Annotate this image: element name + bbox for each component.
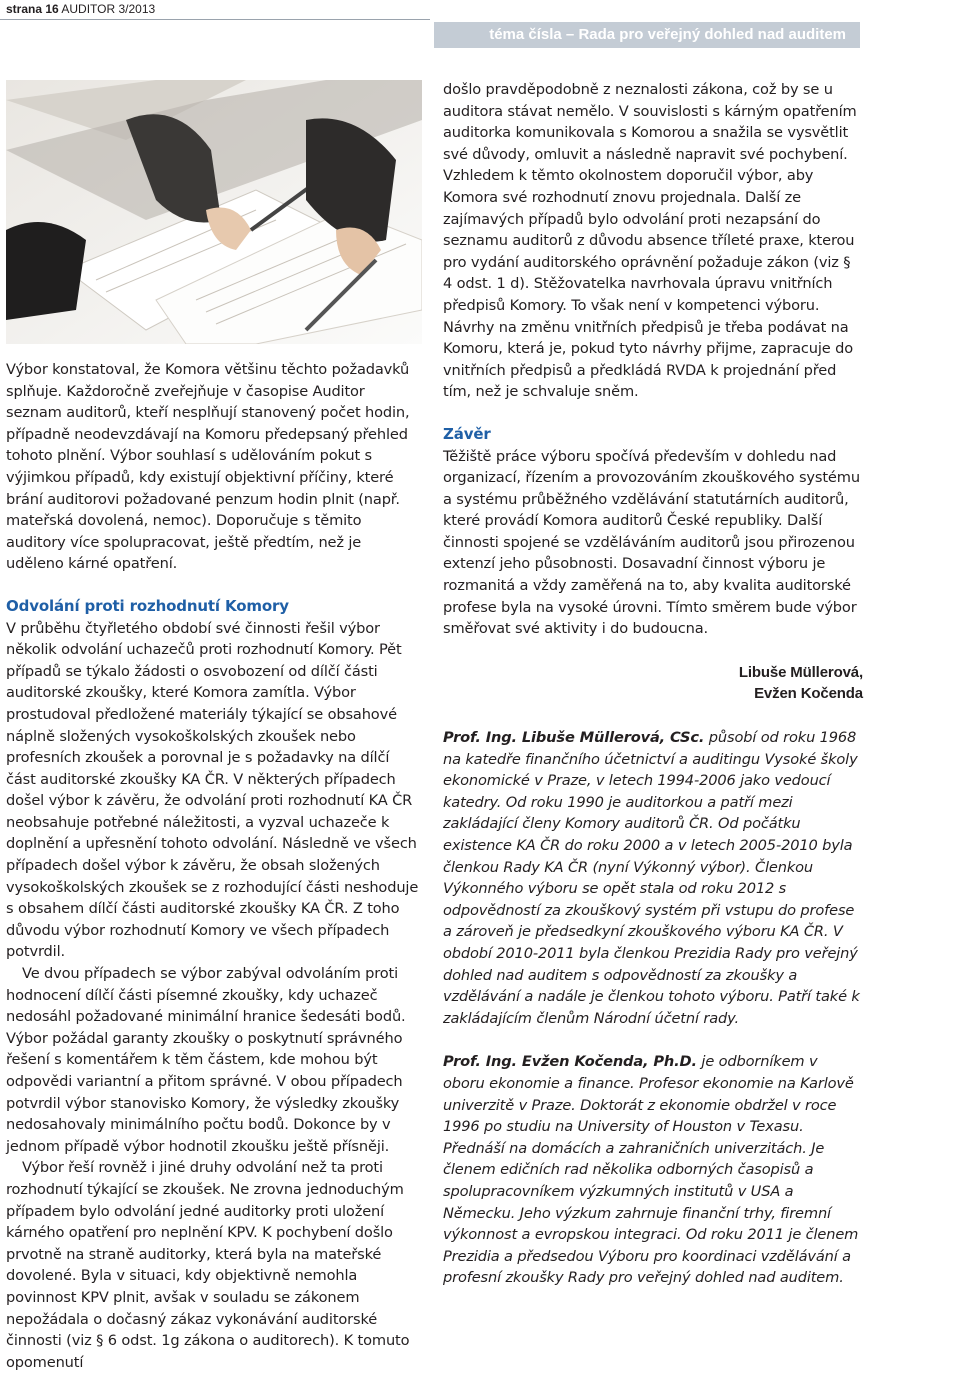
journal-issue: AUDITOR 3/2013 [61, 2, 156, 16]
bio-name: Prof. Ing. Libuše Müllerová, CSc. [443, 729, 705, 747]
section-heading: Odvolání proti rozhodnutí Komory [6, 596, 289, 615]
paragraph: Těžiště práce výboru spočívá především v dohledu nad organizací, řízením a provozováním zkouškového systému a systému průběžného vzdělávání statutárních auditorů, které provádí Komora auditorů České republiky. Další činnosti spojené se vzděláváním auditorů jsou přirozenou extenzí jeho působnosti. Dosavadní činnost výboru je rozmanitá a vždy zaměřená na to, aby kvalita auditorské profese byla na vysoké úrovni. Tímto směrem bude výbor směřovat své aktivity i do budoucna. [443, 447, 860, 638]
page-header [6, 0, 155, 18]
right-column [443, 79, 863, 1289]
meeting-photo [6, 80, 422, 344]
author-bio [443, 727, 863, 1029]
header-divider [0, 19, 430, 20]
paragraph: Výbor konstatoval, že Komora většinu těchto požadavků splňuje. Každoročně zveřejňuje v časopise Auditor seznam auditorů, kteří nesplňují stanovený počet hodin, případně neodevzdávají na Komoru předepsaný přehled tohoto plnění. Výbor souhlasí s udělováním pokut s výjimkou případů, kdy existují objektivní příčiny, které brání auditorovi požadované penzum hodin plnit (např. mateřská dovolená, nemoc). Doporučuje s těmito auditory více spolupracovat, ještě předtím, než je uděleno kárné opatření. [6, 361, 410, 573]
paragraph: došlo pravděpodobně z neznalosti zákona, což by se u auditora stávat nemělo. V souvislosti s kárným opatřením auditorka komunikovala s Komorou a snažila se vysvětlit své důvody, omluvit a následně napravit své pochybení. Vzhledem k těmto okolnostem doporučil výbor, aby Komora své rozhodnutí znovu projednala. Další ze zajímavých případů bylo odvolání proti nezapsání do seznamu auditorů z důvodu absence tříleté praxe, kterou pro vydání auditorského oprávnění požaduje zákon (viz § 4 odst. 1 d). Stěžovatelka navrhovala úpravu vnitřních předpisů Komory. To však není v kompetenci výboru. Návrhy na změnu vnitřních předpisů je třeba podávat na Komoru, která je, pokud tyto návrhy přijme, zapracuje do vnitřních předpisů a předkládá RVDA k projednání před tím, než je schvaluje sněm. [443, 81, 857, 401]
paragraph: V průběhu čtyřletého období své činnosti řešil výbor několik odvolání uchazečů proti rozhodnutí Komory. Pět případů se týkalo žádosti o osvobození od dílčí části auditorské zkoušky, které Komora zamítla. Výbor prostudoval předložené materiály týkající se obsahové náplně složených vysokoškolských zkoušek nebo profesních zkoušek a porovnal je s požadavky na dílčí část auditorské zkoušky KA ČR. V některých případech došel výbor k závěru, že odvolání proti rozhodnutí KA ČR neobsahuje potřebné náležitosti, a vyzval uchazeče k doplnění a upřesnění tohoto odvolání. Následně ve všech případech došel výbor k závěru, že obsah složených vysokoškolských zkoušek se z rozhodující části neshoduje s obsahem dílčí části auditorské zkoušky KA ČR. Z toho důvodu výbor rozhodnutí Komory ve všech případech potvrdil. [6, 619, 419, 961]
bio-text: působí od roku 1968 na katedře finančního účetnictví a auditingu Vysoké školy ekonomické v Praze, v letech 1994-2006 jako vedoucí katedry. Od roku 1990 je auditorkou a patří mezi zakládající členy Komory auditorů ČR. Od počátku existence KA ČR do roku 2000 a v letech 2005-2010 byla členkou Rady KA ČR (nyní Výkonný výbor). Členkou Výkonného výboru se opět stala od roku 2012 s odpovědností za zkouškový systém při vstupu do profese a zároveň je předsedkyní zkouškového výboru KA ČR. V období 2010-2011 byla členkou Prezidia Rady pro veřejný dohled nad auditem s odpovědností za zkoušky a vzdělávání a nadále je členkou tohoto výboru. Patří také k zakládajícím členům Národní účetní rady. [443, 729, 860, 1027]
left-column [6, 359, 422, 1373]
section-heading: Závěr [443, 424, 491, 443]
bio-name: Prof. Ing. Evžen Kočenda, Ph.D. [443, 1053, 697, 1071]
paragraph: Ve dvou případech se výbor zabýval odvoláním proti hodnocení dílčí části písemné zkoušky, kdy uchazeč nedosáhl požadované minimální hranice šedesáti bodů. Výbor požádal garanty zkoušky o poskytnutí správného řešení s komentářem k těm částem, kde mohou být odpovědi variantní a přitom správné. V obou případech potvrdil výbor stanovisko Komory, že výsledky zkoušky nedosahovaly minimálního počtu bodů. Dokonce by v jednom případě výbor hodnotil zkoušku ještě přísněji. [6, 965, 406, 1155]
author-bio [443, 1051, 863, 1289]
paragraph: Výbor řeší rovněž i jiné druhy odvolání než ta proti rozhodnutí týkající se zkoušek. Ne zrovna jednoduchým případem bylo odvolání jedné auditorky proti uložení kárného opatření pro neplnění KPV. K pochybení došlo prvotně na straně auditorky, která byla na mateřské dovolené. Byla v situaci, kdy objektivně nemohla povinnost KPV plnit, avšak v souladu se zákonem nepožádala o dočasný zákaz vykonávání auditorské činnosti (viz § 6 odst. 1g zákona o auditorech). K tomuto opomenutí [6, 1159, 410, 1371]
author-name: Evžen Kočenda [754, 685, 863, 703]
page-number: strana 16 [6, 2, 59, 16]
bio-text: je odborníkem v oboru ekonomie a finance. Profesor ekonomie na Karlově univerzitě v Praze. Doktorát z ekonomie obdržel v roce 1996 po studiu na University of Houston v Texasu. Přednáší na domácích a zahraničních univerzitách. Je členem edičních rad několika odborných časopisů a spolupracovníkem výzkumných institutů v USA a Německu. Jeho výzkum zahrnuje finanční trhy, firemní výkonnost a evropskou integraci. Od roku 2011 je členem Prezidia a předsedou Výboru pro koordinaci vzdělávání a profesní zkoušky Rady pro veřejný dohled nad auditem. [443, 1053, 859, 1287]
section-title: téma čísla – Rada pro veřejný dohled nad auditem [489, 26, 846, 43]
writing-hands-illustration [6, 80, 422, 344]
section-banner [434, 22, 860, 48]
author-signature [443, 662, 863, 705]
author-name: Libuše Müllerová, [738, 663, 863, 681]
